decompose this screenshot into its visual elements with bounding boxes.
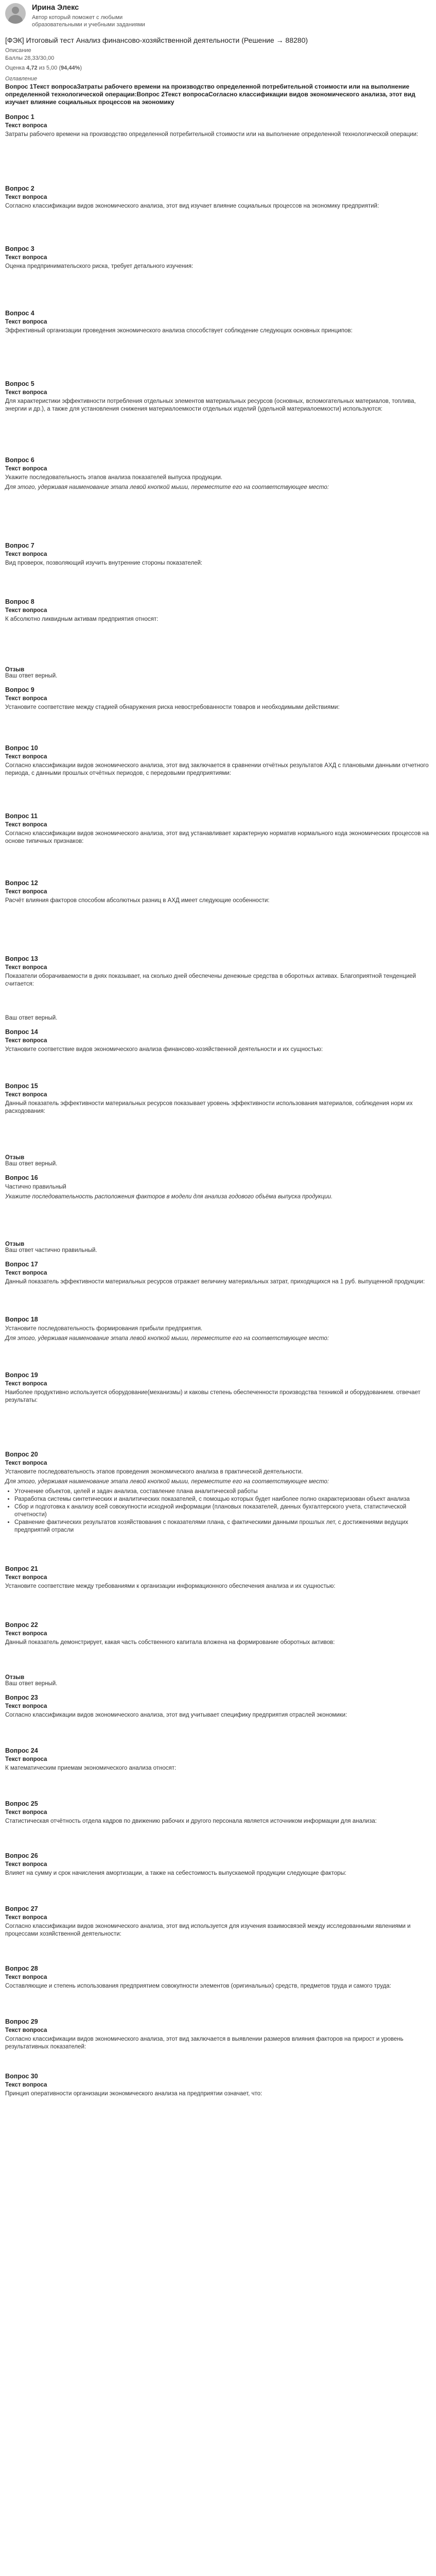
answer-area [5,141,430,178]
question-block [5,380,430,449]
question-title: Вопрос 24 [5,1747,38,1754]
answer-area [5,337,430,373]
author-name[interactable]: Ирина Элекс [32,4,79,12]
question-text: К математическим приемам экономического анализа относят: [5,1765,177,1771]
answer-area [5,1721,430,1740]
answer-area [5,212,430,238]
question-block [5,2073,430,2112]
answer-area [5,1117,430,1149]
question-text: Расчёт влияния факторов способом абсолютных разниц в АХД имеет следующие особенности: [5,897,270,904]
question-title: Вопрос 27 [5,1905,38,1912]
question-text: Данный показатель эффективности материальных ресурсов показывает уровень эффективности использования материалов, соблюдения норм их расходования: [5,1100,413,1114]
question-block [5,2018,430,2065]
author-info [32,3,150,28]
answer-area [5,569,430,591]
question-label: Текст вопроса [5,607,47,614]
question-label: Текст вопроса [5,1270,47,1276]
question-title: Вопрос 14 [5,1028,38,1036]
question-block [5,1747,430,1793]
question-label: Текст вопроса [5,319,47,325]
question-text: Установите последовательность формирования прибыли предприятия. [5,1326,203,1332]
answer-area [5,625,430,662]
answer-area [5,1592,430,1614]
question-title: Вопрос 16 [5,1174,38,1181]
question-label: Текст вопроса [5,2082,47,2088]
question-title: Вопрос 19 [5,1371,38,1379]
question-title: Вопрос 3 [5,245,34,252]
answer-area [5,2053,430,2065]
question-block [5,879,430,948]
question-block [5,1800,430,1845]
answer-area [5,1345,430,1364]
grade-prefix: Оценка [5,65,27,71]
question-title: Вопрос 13 [5,955,38,962]
question-list [14,1488,430,1534]
answer-area [5,1940,430,1958]
question-block [5,310,430,373]
answer-area [5,848,430,872]
question-label: Текст вопроса [5,466,47,472]
question-label: Текст вопроса [5,1809,47,1816]
question-text: Согласно классификации видов экономического анализа, этот вид изучает влияние социальных процессов на экономику предприятий: [5,203,379,209]
question-block [5,598,430,679]
question-note: Укажите последовательность расположения факторов в модели для анализа годового объёма выпуска продукции. [5,1194,333,1200]
question-label: Текст вопроса [5,1861,47,1868]
question-title: Вопрос 4 [5,310,34,317]
question-text: Составляющие и степень использования предприятием совокупности элементов (оригинальных) средств, предметов труда и самого труда: [5,1983,391,1989]
question-label: Текст вопроса [5,754,47,760]
question-text: Установите соответствие между требованиями к организации информационного обеспечения анализа и их сущностью: [5,1583,336,1589]
question-block [5,955,430,1021]
question-label: Текст вопроса [5,889,47,895]
question-title: Вопрос 1 [5,113,34,121]
list-item: • Сбор и подготовка к анализу всей совокупности исходной информации (плановых показателей, данных бухгалтерского учета, статистической отчетности) [14,1503,430,1519]
question-block [5,1082,430,1167]
question-label: Текст вопроса [5,1574,47,1581]
question-text: Оценка предпринимательского риска, требует детального изучения: [5,263,194,269]
question-title: Вопрос 21 [5,1565,38,1572]
feedback-label: Отзыв [5,667,25,673]
feedback-label: Отзыв [5,1241,25,1247]
question-block [5,1565,430,1614]
question-block [5,542,430,591]
grade-end: ) [80,65,82,71]
question-text: Согласно классификации видов экономического анализа, этот вид устанавливает характерную норматив нормального кода экономических процессов на основе типичных признаков: [5,831,429,844]
question-text: Влияет на сумму и срок начисления амортизации, а также на себестоимость выпускаемой продукции следующие факторы: [5,1870,346,1876]
question-block [5,1965,430,2011]
question-block [5,1371,430,1444]
question-block [5,686,430,737]
question-label: Текст вопроса [5,1631,47,1637]
question-title: Вопрос 5 [5,380,34,387]
list-item: • Уточнение объектов, целей и задач анализа, составление плана аналитической работы [14,1488,430,1496]
question-text: Принцип оперативности организации экономического анализа на предприятии означает, что: [5,2091,263,2097]
question-label: Текст вопроса [5,1914,47,1921]
question-label: Текст вопроса [5,964,47,971]
feedback-text: Ваш ответ частично правильный. [5,1247,97,1253]
question-title: Вопрос 28 [5,1965,38,1972]
question-text: Установите соответствие видов экономического анализа финансово-хозяйственной деятельности и их сущностью: [5,1046,323,1053]
question-text: Для характеристики эффективности потребления отдельных элементов материальных ресурсов (основных, вспомогательных материалов, топлива, энергии и др.), а также для установления снижения материалоемкости отдельных изделий (удельной материалоемкости) используются: [5,398,416,412]
question-block [5,812,430,872]
answer-area [5,1288,430,1309]
question-block [5,185,430,238]
question-block [5,1451,430,1558]
question-text: Частично правильный [5,1184,66,1190]
question-title: Вопрос 20 [5,1451,38,1458]
question-title: Вопрос 12 [5,879,38,887]
question-label: Текст вопроса [5,2027,47,2033]
question-title: Вопрос 29 [5,2018,38,2025]
question-title: Вопрос 7 [5,542,34,549]
question-text: Эффективный организации проведения экономического анализа способствует соблюдение следующих основных принципов: [5,328,353,334]
question-label: Текст вопроса [5,551,47,557]
question-text: Затраты рабочего времени на производство определенной потребительной стоимости или на выполнение определенной технологической операции: [5,131,418,138]
list-item: • Разработка системы синтетических и аналитических показателей, с помощью которых будет наиболее полно охарактеризован объект анализа [14,1496,430,1503]
feedback-label: Отзыв [5,1155,25,1161]
question-title: Вопрос 10 [5,744,38,752]
question-label: Текст вопроса [5,1974,47,1980]
question-label: Текст вопроса [5,194,47,200]
answer-area [5,273,430,302]
grade-percent: 94,44% [61,65,80,71]
answer-area [5,1535,430,1558]
question-title: Вопрос 8 [5,598,34,605]
question-text: К абсолютно ликвидным активам предприятия относят: [5,616,159,622]
question-text: Данный показатель демонстрирует, какая часть собственного капитала вложена на формирование оборотных активов: [5,1639,335,1646]
author-header [5,3,430,28]
question-label: Текст вопроса [5,1703,47,1709]
question-label: Текст вопроса [5,1092,47,1098]
question-text: Установите последовательность этапов проведения экономического анализа в практической деятельности. [5,1469,303,1475]
question-text: Наиболее продуктивно используется оборудование(механизмы) и каковы степень обеспеченности производства техникой и оборудованием. отвечает результаты: [5,1389,421,1403]
question-label: Текст вопроса [5,1038,47,1044]
question-block [5,1852,430,1898]
answer-area [5,415,430,449]
answer-area [5,1649,430,1669]
question-note: Для этого, удерживая наименование этапа левой кнопкой мыши, переместите его на соответствующее место: [5,1479,329,1485]
question-text: Статистическая отчётность отдела кадров по движению рабочих и другого персонала является источником информации для анализа: [5,1818,377,1824]
question-title: Вопрос 17 [5,1261,38,1268]
question-block [5,456,430,535]
question-label: Текст вопроса [5,1381,47,1387]
toc-text: Вопрос 1Текст вопросаЗатраты рабочего времени на производство определенной потребительной стоимости или на выполнение определенной технологической операции:Вопрос 2Текст вопросаСогласно классификации видов экономического анализа, этот вид изучает влияние социальных процессов на экономику [5,83,415,106]
answer-area [5,714,430,737]
list-item: • Сравнение фактических результатов хозяйствования с показателями плана, с фактическими данными прошлых лет, с достижениями ведущих предприятий отрасли [14,1519,430,1534]
feedback-text: Ваш ответ верный. [5,1681,58,1687]
question-block [5,1621,430,1687]
avatar [5,3,26,24]
question-label: Текст вопроса [5,255,47,261]
question-text: Показатели оборачиваемости в днях показывает, на сколько дней обеспечены денежные средства в оборотных активах. Благоприятной тенденцией считается: [5,973,416,987]
question-title: Вопрос 25 [5,1800,38,1807]
question-text: Согласно классификации видов экономического анализа, этот вид заключается в сравнении отчётных результатов АХД с плановыми данными отчетного периода, с данными прошлых отчётных периодов, с передовыми предприятиями: [5,762,429,776]
answer-area [5,779,430,805]
question-text: Укажите последовательность этапов анализа показателей выпуска продукции. [5,474,222,481]
answer-area [5,1056,430,1075]
question-label: Текст вопроса [5,1460,47,1466]
answer-area [5,1992,430,2011]
description-label: Описание [5,47,31,54]
answer-area [5,1406,430,1444]
feedback-label: Отзыв [5,1674,25,1681]
question-title: Вопрос 23 [5,1694,38,1701]
feedback-text: Ваш ответ верный. [5,673,58,679]
answer-area [5,1879,430,1898]
question-label: Текст вопроса [5,822,47,828]
question-text: Установите соответствие между стадией обнаружения риска невостребованности товаров и необходимыми действиями: [5,704,340,710]
question-block [5,1316,430,1364]
answer-area [5,494,430,535]
question-title: Вопрос 11 [5,812,38,820]
score-line: Баллы 28,33/30,00 [5,55,55,61]
question-title: Вопрос 22 [5,1621,38,1629]
question-title: Вопрос 18 [5,1316,38,1323]
question-text: Согласно классификации видов экономического анализа, этот вид учитывает специфику предприятия отраслей экономики: [5,1712,347,1718]
question-block [5,744,430,805]
question-text: Вид проверок, позволяющий изучить внутренние стороны показателей: [5,560,203,566]
question-note: Для этого, удерживая наименование этапа левой кнопкой мыши, переместите его на соответствующее место: [5,484,329,490]
toc-label: Оглавление [5,76,38,82]
answer-area [5,1774,430,1793]
answer-area [5,1827,430,1845]
question-block [5,1174,430,1253]
grade-value: 4,72 [26,65,38,71]
question-block [5,1261,430,1309]
question-block [5,1905,430,1958]
question-block [5,113,430,178]
answer-area [5,990,430,1015]
question-block [5,1028,430,1075]
question-label: Текст вопроса [5,389,47,396]
question-text: Согласно классификации видов экономического анализа, этот вид используется для изучения взаимосвязей между исследованными явлениями и процессами хозяйственной деятельности: [5,1923,411,1937]
document-title: [ФЭК] Итоговый тест Анализ финансово-хозяйственной деятельности (Решение → 88280) [5,36,308,44]
answer-area [5,907,430,948]
question-title: Вопрос 26 [5,1852,38,1859]
question-text: Согласно классификации видов экономического анализа, этот вид заключается в выявлении размеров влияния факторов на прирост и уровень результативных показателей: [5,2036,404,2050]
question-note: Для этого, удерживая наименование этапа левой кнопкой мыши, переместите его на соответствующее место: [5,1335,329,1342]
answer-area [5,1203,430,1236]
question-label: Текст вопроса [5,696,47,702]
question-text: Данный показатель эффективности материальных ресурсов отражает величину материальных затрат, приходящихся на 1 руб. выпущенной продукции: [5,1279,425,1285]
question-block [5,245,430,302]
grade-suffix: из 5,00 ( [37,65,61,71]
question-title: Вопрос 2 [5,185,34,192]
question-title: Вопрос 6 [5,456,34,464]
question-title: Вопрос 15 [5,1082,38,1090]
question-title: Вопрос 30 [5,2073,38,2080]
questions-list [5,113,430,2112]
author-description: Автор который поможет с любыми образовательными и учебными заданиями [32,14,145,28]
question-block [5,1694,430,1740]
question-title: Вопрос 9 [5,686,34,693]
question-label: Текст вопроса [5,123,47,129]
feedback-text: Ваш ответ верный. [5,1161,58,1167]
question-label: Текст вопроса [5,1756,47,1762]
feedback-text: Ваш ответ верный. [5,1015,58,1021]
grade-line [5,64,430,72]
answer-area [5,2100,430,2112]
